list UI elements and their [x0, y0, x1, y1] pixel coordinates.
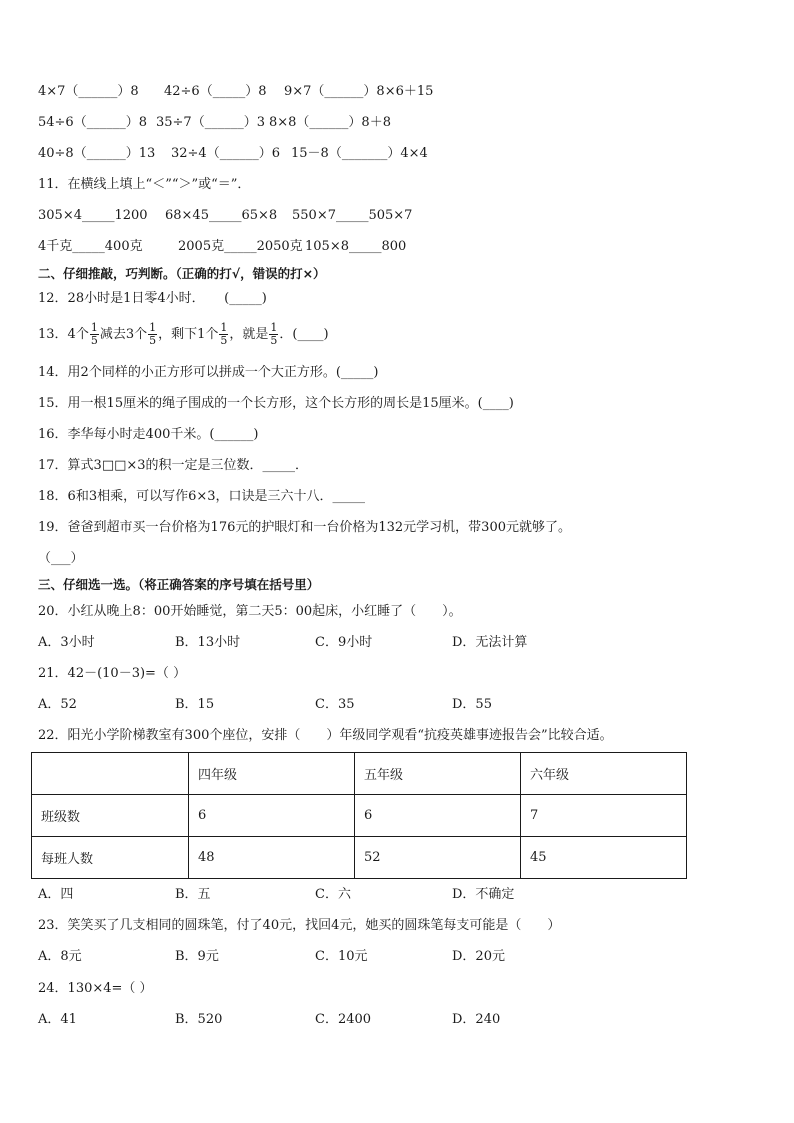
option-c[interactable]: C．9小时 [315, 635, 373, 650]
option-c[interactable]: C．10元 [315, 949, 368, 964]
table-cell: 48 [189, 837, 355, 879]
compare-item[interactable]: 54÷6（______）8 [38, 115, 147, 130]
question-24: 24．130×4=（ ） [38, 981, 153, 996]
question-18[interactable]: 18．6和3相乘，可以写作6×3，口诀是三六十八．_____ [38, 489, 366, 504]
table-cell: 六年级 [521, 753, 687, 795]
option-c[interactable]: C．2400 [315, 1012, 372, 1027]
table-cell: 6 [189, 795, 355, 837]
table-cell [32, 753, 189, 795]
compare-item[interactable]: 15－8（_______）4×4 [291, 146, 428, 161]
fraction-denominator: 5 [270, 334, 278, 347]
option-b[interactable]: B．13小时 [175, 635, 241, 650]
compare-item[interactable]: 8×8（______）8＋8 [269, 115, 391, 130]
compare-item[interactable]: 305×4_____1200 [38, 208, 148, 223]
question-16[interactable]: 16．李华每小时走400千米。(______) [38, 427, 259, 442]
section-title: 二、仔细推敲，巧判断。（正确的打√，错误的打×） [38, 266, 326, 281]
option-a[interactable]: A．8元 [38, 949, 82, 964]
fraction-numerator: 1 [220, 321, 228, 334]
option-b[interactable]: B．520 [175, 1012, 223, 1027]
table-header-row [32, 753, 687, 795]
option-a[interactable]: A．3小时 [38, 635, 95, 650]
fraction-denominator: 5 [220, 334, 228, 347]
question-text: 减去3个 [99, 327, 148, 342]
question-text: ，就是 [229, 327, 269, 342]
compare-item[interactable]: 4千克_____400克 [38, 239, 143, 254]
option-a[interactable]: A．41 [38, 1012, 77, 1027]
option-a[interactable]: A．四 [38, 887, 74, 902]
fraction-numerator: 1 [90, 321, 98, 334]
question-17[interactable]: 17．算式3□□×3的积一定是三位数．_____． [38, 458, 309, 473]
question-13[interactable] [38, 320, 329, 350]
fraction-numerator: 1 [149, 321, 157, 334]
compare-item[interactable]: 9×7（______）8×6＋15 [284, 84, 434, 99]
compare-item[interactable]: 35÷7（______）3 [156, 115, 265, 130]
question-20: 20．小红从晚上8：00开始睡觉，第二天5：00起床，小红睡了（ ）。 [38, 604, 462, 619]
option-a[interactable]: A．52 [38, 697, 77, 712]
question-19-answer[interactable]: （___） [38, 551, 84, 566]
table-cell: 52 [355, 837, 521, 879]
option-d[interactable]: D．无法计算 [452, 635, 528, 650]
question-14[interactable]: 14．用2个同样的小正方形可以拼成一个大正方形。(_____) [38, 365, 379, 380]
table-cell: 6 [355, 795, 521, 837]
question-11: 11．在横线上填上“＜”“＞”或“＝”． [38, 177, 251, 192]
question-19: 19．爸爸到超市买一台价格为176元的护眼灯和一台价格为132元学习机，带300元就够了。 [38, 520, 571, 535]
question-12[interactable]: 12．28小时是1日零4小时． (_____) [38, 291, 267, 306]
fraction-one-fifth [148, 322, 157, 347]
question-21: 21．42－(10－3)=（ ） [38, 666, 187, 681]
compare-item[interactable]: 68×45_____65×8 [165, 208, 278, 223]
table-cell: 45 [521, 837, 687, 879]
fraction-one-fifth [269, 322, 278, 347]
grade-table [31, 752, 687, 879]
table-row [32, 837, 687, 879]
section-title: 三、仔细选一选。（将正确答案的序号填在括号里） [38, 577, 320, 592]
question-text: 13．4个 [38, 327, 89, 342]
compare-item[interactable]: 105×8_____800 [305, 239, 407, 254]
compare-item[interactable]: 550×7_____505×7 [292, 208, 413, 223]
question-22: 22．阳光小学阶梯教室有300个座位，安排（ ）年级同学观看“抗疫英雄事迹报告会”比较合适。 [38, 728, 613, 743]
question-text: ．(____) [279, 327, 329, 342]
option-b[interactable]: B．9元 [175, 949, 219, 964]
compare-item[interactable]: 42÷6（_____）8 [164, 84, 267, 99]
table-cell: 四年级 [189, 753, 355, 795]
question-15[interactable]: 15．用一根15厘米的绳子围成的一个长方形，这个长方形的周长是15厘米。(____) [38, 396, 514, 411]
table-cell: 班级数 [32, 795, 189, 837]
fraction-one-fifth [90, 322, 99, 347]
option-b[interactable]: B．15 [175, 697, 215, 712]
option-d[interactable]: D．20元 [452, 949, 505, 964]
option-d[interactable]: D．55 [452, 697, 492, 712]
fraction-one-fifth [219, 322, 228, 347]
fraction-numerator: 1 [270, 321, 278, 334]
table-cell: 每班人数 [32, 837, 189, 879]
option-d[interactable]: D．不确定 [452, 887, 515, 902]
compare-item[interactable]: 2005克_____2050克 [178, 239, 303, 254]
question-23: 23．笑笑买了几支相同的圆珠笔，付了40元，找回4元，她买的圆珠笔每支可能是（ ） [38, 918, 561, 933]
table-cell: 五年级 [355, 753, 521, 795]
option-c[interactable]: C．六 [315, 887, 351, 902]
option-d[interactable]: D．240 [452, 1012, 501, 1027]
fraction-denominator: 5 [90, 334, 98, 347]
option-c[interactable]: C．35 [315, 697, 355, 712]
compare-item[interactable]: 4×7（______）8 [38, 84, 139, 99]
question-text: ，剩下1个 [158, 327, 219, 342]
option-b[interactable]: B．五 [175, 887, 211, 902]
fraction-denominator: 5 [149, 334, 157, 347]
table-cell: 7 [521, 795, 687, 837]
compare-item[interactable]: 32÷4（______）6 [171, 146, 280, 161]
compare-item[interactable]: 40÷8（______）13 [38, 146, 156, 161]
table-row [32, 795, 687, 837]
